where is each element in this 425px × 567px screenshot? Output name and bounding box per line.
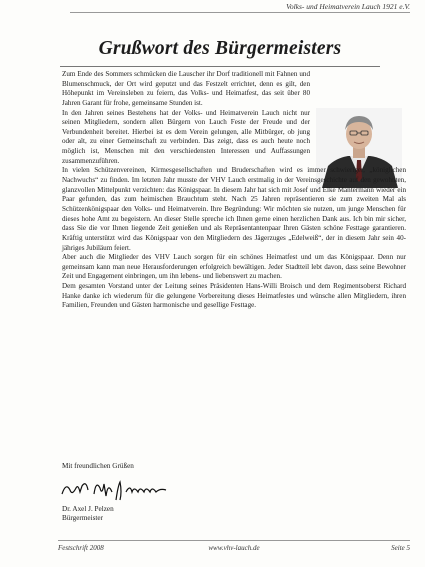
page-title: Grußwort des Bürgermeisters: [98, 38, 342, 59]
title-rule: [60, 66, 380, 67]
footer-website: www.vhv-lauch.de: [208, 544, 260, 552]
footer-rule: [58, 540, 410, 541]
paragraph: Aber auch die Mitglieder des VHV Lauch sorgen für ein schönes Heimatfest und um das Königspaar. Denn nur gemeinsam kann man neue Herausforderungen erfolgreich bewältigen. Jeder Stadtteil lebt davon, dass seine Bewohner Zeit und Engagement einbringen, um ihn lebens- und liebenswert zu machen.: [62, 253, 406, 281]
paragraph: Zum Ende des Sommers schmücken die Lauscher ihr Dorf traditionell mit Fahnen und Blumenschmuck, der Ort wird geputzt und das Festzelt errichtet, denn es gilt, den Höhepunkt im Vereinsleben zu feiern, das Volks- und Heimatfest, das seit über 80 Jahren Garant für frohe, gemeinsame Stunden ist.: [62, 70, 310, 107]
letter-body: [62, 70, 406, 311]
footer-page-number: Seite 5: [391, 544, 410, 552]
header-rule: [70, 12, 410, 13]
footer-publication: Festschrift 2008: [58, 544, 104, 552]
paragraph: In den Jahren seines Bestehens hat der Volks- und Heimatverein Lauch nicht nur seinen Mitgliedern, sondern allen Bürgern von Lauch Feste der Freude und der Verbundenheit bereitet. Hierbei ist es dem Verein gelungen, alle Mitbürger, ob jung oder alt, zu einer Gemeinschaft zu verbinden. Das zeigt, dass es auch heute noch möglich ist, Menschen mit den verschiedensten Interessen und Auffassungen zusammenzuführen.: [62, 108, 310, 165]
paragraph: Dem gesamten Vorstand unter der Leitung seines Präsidenten Hans-Willi Broisch und dem Regimentsoberst Richard Hanke danke ich wiederum für die gelungene Vorbereitung dieses Heimatfestes und wünsche allen Mitgliedern, ihren Familien, Freunden und Gästen harmonische und gesellige Festtage.: [62, 282, 406, 310]
running-header: Volks- und Heimatverein Lauch 1921 e.V.: [286, 2, 410, 11]
paragraph: In vielen Schützenvereinen, Kirmesgesellschaften und Bruderschaften wird es immer schwieriger, „königlichen Nachwuchs“ zu finden. Im letzten Jahr musste der VHV Lauch erstmalig in der Vereinsgeschichte auf den gewohnten, glanzvollen Mittelpunkt verzichten: das Königspaar. In diesem Jahr hat sich mit Josef und Elke Mantermann wieder ein Paar gefunden, das zum heimischen Brauchtum steht. Nach 25 Jahren repräsentieren sie zum zweiten Mal als Schützenkönigspaar den Volks- und Heimatverein. Ihre Begründung: Wir möchten sie nutzen, um junge Menschen für dieses hohe Amt zu begeistern. An dieser Stelle spreche ich Ihnen gerne einen herzlichen Dank aus. Ich bin mir sicher, dass Sie die vor Ihnen liegende Zeit genießen und als Repräsentantenpaar Ihren Gästen schöne Festtage garantieren. Kräftig unterstützt wird das Königspaar von den Mitgliedern des Jägerzuges „Edelweiß“, der in diesem Jahr sein 40-jähriges Jubiläum feiert.: [62, 166, 406, 252]
signer-role: Bürgermeister: [62, 514, 103, 523]
closing-greeting: Mit freundlichen Grüßen: [62, 462, 134, 470]
handwritten-signature: [60, 476, 180, 504]
signer-name: Dr. Axel J. Pelzen: [62, 505, 114, 513]
signer-block: [62, 505, 114, 524]
